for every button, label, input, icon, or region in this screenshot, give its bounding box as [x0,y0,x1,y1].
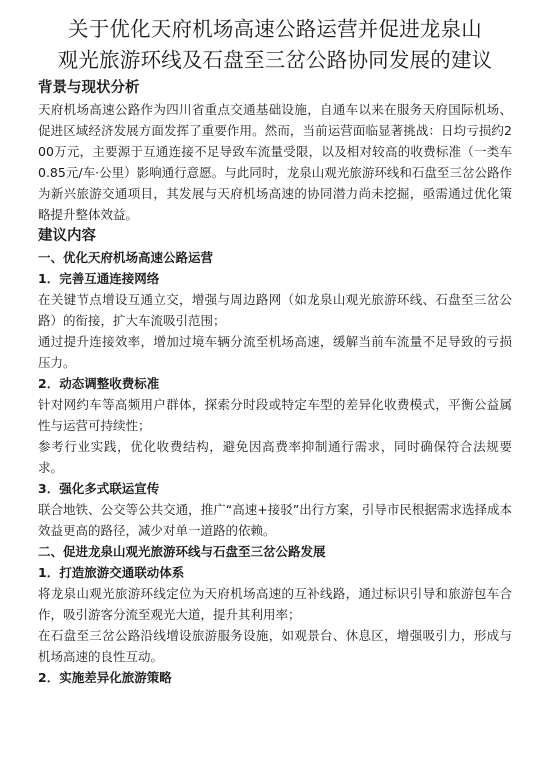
part2-item1-paragraph2: 在石盘至三岔公路沿线增设旅游服务设施，如观景台、休息区，增强吸引力，形成与机场高速的良性互动。 [38,628,512,664]
part1-item3-paragraph1: 联合地铁、公交等公共交通，推广“高速+接驳”出行方案，引导市民根据需求选择成本效益更高的路径，减少对单一道路的依赖。 [38,502,512,538]
document-title-line2: 观光旅游环线及石盘至三岔公路协同发展的建议 [57,48,493,72]
part1-item2-heading: 2．动态调整收费标准 [38,376,160,391]
part1-item2-paragraph2: 参考行业实践，优化收费结构，避免因高费率抑制通行需求，同时确保符合法规要求。 [38,439,512,475]
part2-heading: 二、促进龙泉山观光旅游环线与石盘至三岔公路发展 [38,544,326,559]
part2-item1-paragraph1: 将龙泉山观光旅游环线定位为天府机场高速的互补线路，通过标识引导和旅游包车合作，吸引游客分流至观光大道，提升其利用率； [38,586,512,622]
part1-heading: 一、优化天府机场高速公路运营 [38,250,214,265]
part1-item3-heading: 3．强化多式联运宣传 [38,481,160,496]
background-paragraph: 天府机场高速公路作为四川省重点交通基础设施，自通车以来在服务天府国际机场、促进区域经济发展方面发挥了重要作用。然而，当前运营面临显著挑战：日均亏损约200万元，主要源于互通连接不足导致车流量受限，以及相对较高的收费标准（一类车0.85元/车·公里）影响通行意愿。与此同时，龙泉山观光旅游环线和石盘至三岔公路作为新兴旅游交通项目，其发展与天府机场高速的协同潜力尚未挖掘，亟需通过优化策略提升整体效益。 [38,102,512,222]
part2-item2-heading: 2．实施差异化旅游策略 [38,670,172,685]
document-title-line1: 关于优化天府机场高速公路运营并促进龙泉山 [68,17,482,41]
part1-item1-paragraph1: 在关键节点增设互通立交，增强与周边路网（如龙泉山观光旅游环线、石盘至三岔公路）的衔接，扩大车流吸引范围； [38,292,512,328]
section-heading-proposal: 建议内容 [38,228,96,244]
part1-item2-paragraph1: 针对网约车等高频用户群体，探索分时段或特定车型的差异化收费模式，平衡公益属性与运营可持续性； [38,397,512,433]
part2-item1-heading: 1．打造旅游交通联动体系 [38,565,185,580]
document-title [38,14,512,76]
section-heading-background: 背景与现状分析 [38,80,140,96]
part1-item1-paragraph2: 通过提升连接效率，增加过境车辆分流至机场高速，缓解当前车流量不足导致的亏损压力。 [38,334,512,370]
part1-item1-heading: 1．完善互通连接网络 [38,271,160,286]
